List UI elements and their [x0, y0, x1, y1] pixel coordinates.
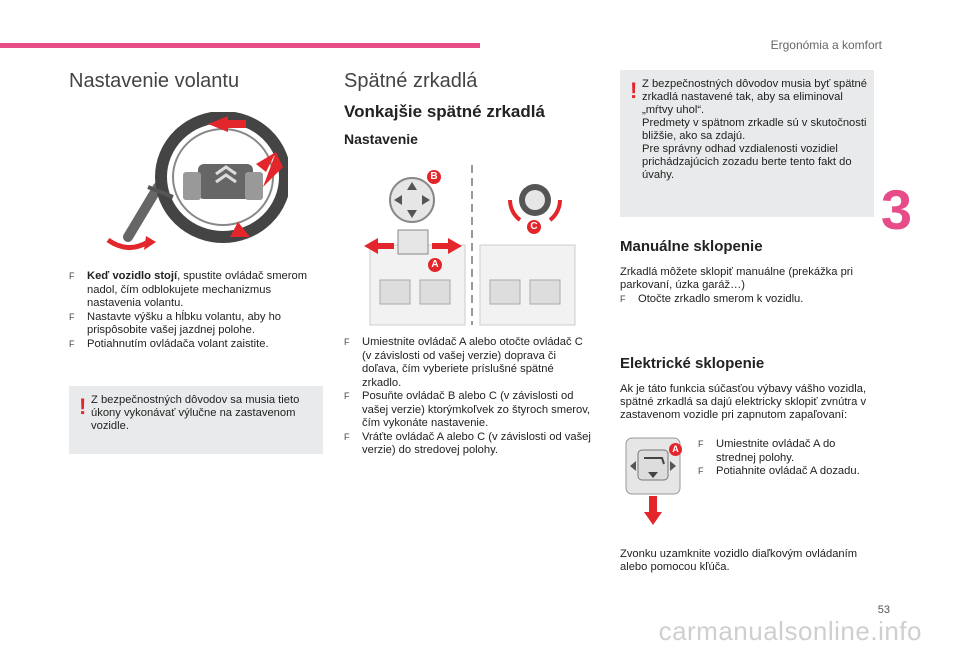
label-a: A: [669, 443, 682, 456]
bullet-marker: F: [698, 439, 704, 449]
top-accent-bar: [0, 43, 480, 48]
bullet-marker: F: [344, 337, 350, 347]
mirror-bullet-3: F Vráťte ovládač A alebo C (v závislosti od vašej verzie) do stredovej polohy.: [344, 430, 591, 456]
warning-icon: !: [79, 394, 87, 419]
label-c: C: [527, 220, 541, 234]
bullet-marker: F: [344, 431, 350, 442]
mirror-controls-illustration: [360, 160, 578, 330]
steering-wheel-illustration: [88, 112, 288, 262]
bullet-marker: F: [69, 271, 75, 281]
steering-instructions: [69, 270, 324, 351]
electric-folding-instructions: [698, 438, 878, 479]
mirrors-title: Spätné zrkadlá: [344, 70, 478, 92]
warning-icon: !: [630, 78, 638, 103]
steering-bullet-3: F Potiahnutím ovládača volant zaistite.: [69, 337, 269, 350]
steering-warning-box: [69, 386, 323, 454]
electric-bullet-1: F Umiestnite ovládač A do strednej polohy.: [698, 438, 836, 464]
mirror-warning-box: [620, 70, 874, 217]
bullet-marker: F: [69, 338, 75, 349]
bullet-marker: F: [620, 294, 626, 304]
steering-bullet-2: F Nastavte výšku a hĺbku volantu, aby ho prispôsobite vašej jazdnej polohe.: [69, 310, 282, 336]
mirror-warning-text: Z bezpečnostných dôvodov musia byť spätné zrkadlá nastavené tak, aby sa eliminoval „mŕtvy uhol“. Predmety v spätnom zrkadle sú v skutočnosti bližšie, ako sa zdajú. Pre správny odhad vzdialenosti vozidiel prichádzajúcich zozadu berte tento fakt do úvahy.: [642, 78, 867, 181]
electric-folding-text: Ak je táto funkcia súčasťou výbavy vášho vozidla, spätné zrkadlá sa dajú elektricky sklopiť zvnútra v zastavenom vozidle pri zapnutom zapaľovaní:: [620, 383, 867, 421]
mirror-bullet-2: F Posuňte ovládač B alebo C (v závislosti od vašej verzie) ktorýmkoľvek zo štyroch smerov, čím vykonáte nastavenie.: [344, 390, 591, 429]
steering-warning-text: Z bezpečnostných dôvodov sa musia tieto úkony vykonávať výlučne na zastavenom vozidle.: [91, 394, 300, 432]
electric-bullet-2: F Potiahnite ovládač A dozadu.: [698, 465, 860, 477]
steering-bullet-1: F Keď vozidlo stojí, spustite ovládač smerom nadol, čím odblokujete mechanizmus nastavenia volantu.: [69, 270, 308, 309]
remote-lock-text: Zvonku uzamknite vozidlo diaľkovým ovládaním alebo pomocou kľúča.: [620, 548, 858, 573]
label-b: B: [427, 170, 441, 184]
label-a: A: [428, 258, 442, 272]
bullet-marker: F: [69, 311, 75, 322]
chapter-number: 3: [880, 178, 912, 241]
watermark: carmanualsonline.info: [658, 616, 922, 646]
manual-bullet: F Otočte zrkadlo smerom k vozidlu.: [620, 293, 804, 305]
electric-folding-title: Elektrické sklopenie: [620, 355, 765, 372]
adjustment-heading: Nastavenie: [344, 131, 418, 147]
manual-folding-title: Manuálne sklopenie: [620, 238, 763, 255]
bullet-marker: F: [344, 391, 350, 401]
mirror-bullet-1: F Umiestnite ovládač A alebo otočte ovládač C (v závislosti od vašej verzie) doprava či doľava, čím vyberiete príslušné spätné zrkadlo.: [344, 336, 583, 389]
section-title: Ergonómia a komfort: [770, 38, 882, 52]
page-number: 53: [877, 604, 890, 616]
bullet-marker: F: [698, 466, 704, 476]
manual-folding-instructions: [620, 293, 875, 307]
steering-title: Nastavenie volantu: [69, 70, 240, 92]
manual-folding-text: Zrkadlá môžete sklopiť manuálne (prekážka pri parkovaní, úzka garáž…): [620, 266, 854, 291]
exterior-mirrors-subtitle: Vonkajšie spätné zrkadlá: [344, 102, 545, 121]
mirror-instructions: [344, 336, 594, 458]
